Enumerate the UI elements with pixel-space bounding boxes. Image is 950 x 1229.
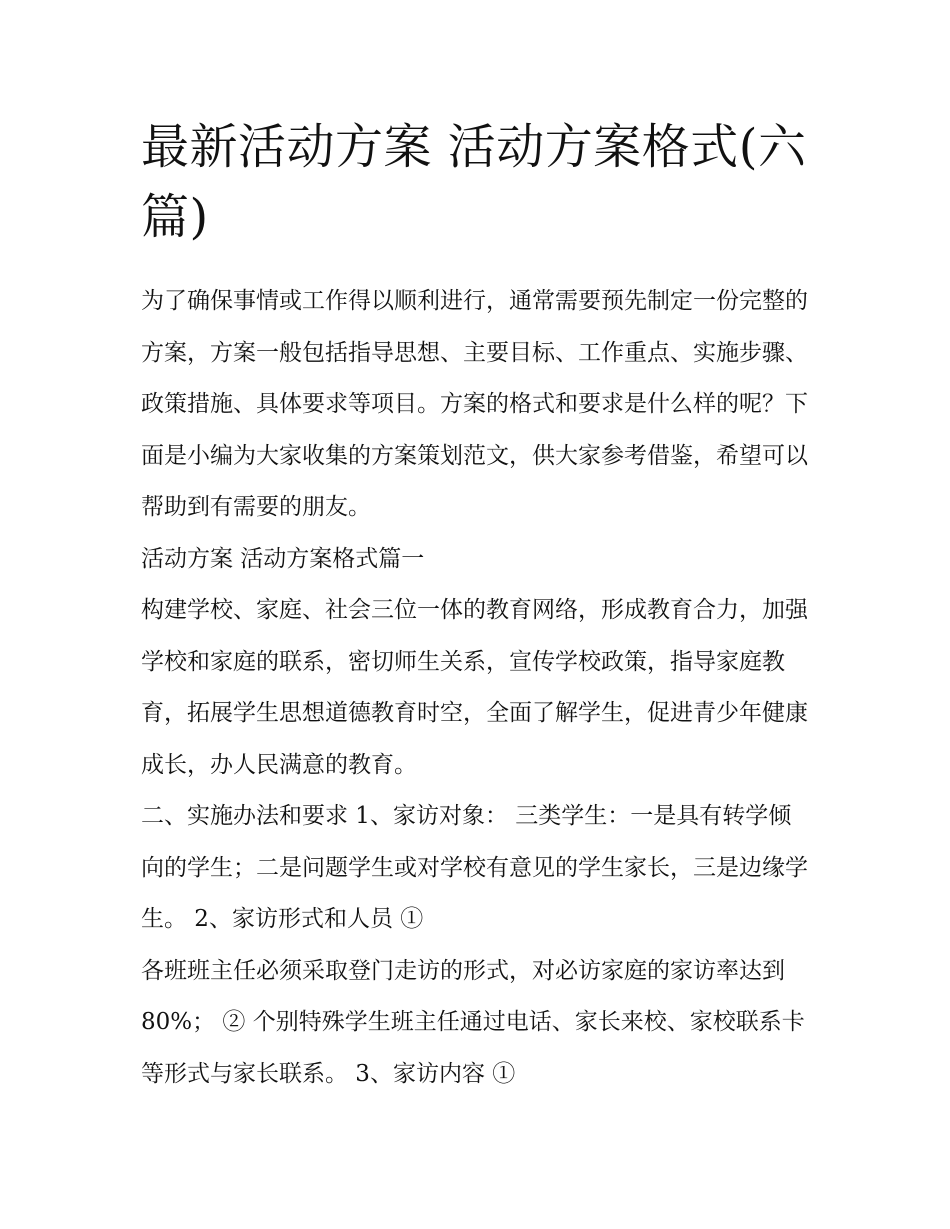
body-paragraph: 二、实施办法和要求 1、家访对象： 三类学生：一是具有转学倾向的学生；二是问题学生或对学校有意见的学生家长，三是边缘学生。 2、家访形式和人员 ①: [141, 803, 808, 932]
intro-paragraph: 为了确保事情或工作得以顺利进行，通常需要预先制定一份完整的方案，方案一般包括指导思想、主要目标、工作重点、实施步骤、政策措施、具体要求等项目。方案的格式和要求是什么样的呢？下面是小编为大家收集的方案策划范文，供大家参考借鉴，希望可以帮助到有需要的朋友。: [141, 288, 808, 520]
body-paragraph: 各班班主任必须采取登门走访的形式，对必访家庭的家访率达到 80%； ② 个别特殊学生班主任通过电话、家长来校、家校联系卡等形式与家长联系。 3、家访内容 ①: [141, 957, 805, 1087]
body-paragraph: 构建学校、家庭、社会三位一体的教育网络，形成教育合力，加强学校和家庭的联系，密切师生关系，宣传学校政策，指导家庭教育，拓展学生思想道德教育时空，全面了解学生，促进青少年健康成长，办人民满意的教育。: [141, 597, 808, 778]
section-heading: 活动方案 活动方案格式篇一: [141, 545, 425, 572]
document-title: 最新活动方案 活动方案格式(六篇): [141, 119, 807, 245]
document-body: [141, 276, 813, 1100]
